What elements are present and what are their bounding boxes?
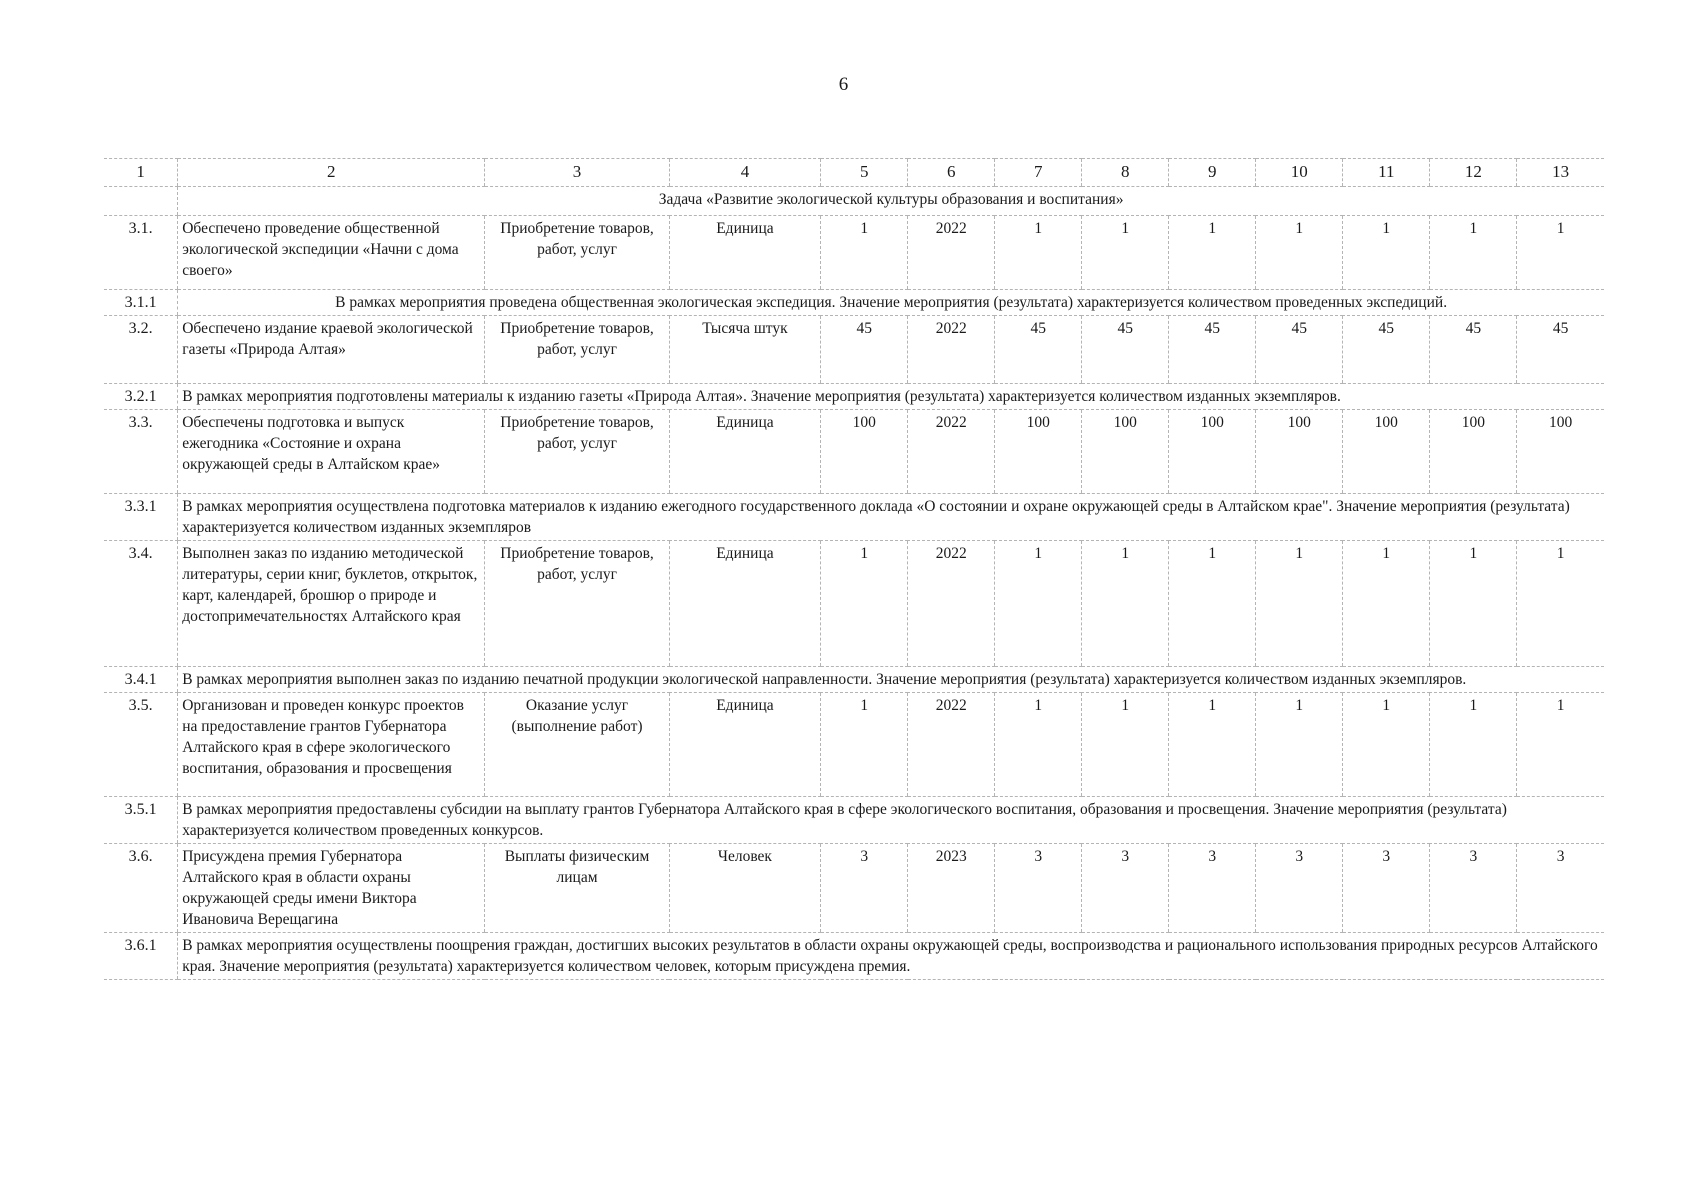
row-type: Приобретение товаров, работ, услуг bbox=[485, 316, 669, 384]
row-base-value: 100 bbox=[821, 410, 908, 494]
row-year: 2022 bbox=[908, 541, 995, 667]
row-value: 45 bbox=[1430, 316, 1517, 384]
row-value: 45 bbox=[1169, 316, 1256, 384]
row-number: 3.5. bbox=[104, 693, 178, 797]
row-value: 1 bbox=[1082, 693, 1169, 797]
row-unit: Единица bbox=[669, 541, 821, 667]
row-value: 1 bbox=[1169, 541, 1256, 667]
row-value: 1 bbox=[995, 541, 1082, 667]
row-base-value: 45 bbox=[821, 316, 908, 384]
column-header: 2 bbox=[178, 159, 485, 187]
row-base-value: 1 bbox=[821, 541, 908, 667]
row-unit: Единица bbox=[669, 216, 821, 290]
row-value: 1 bbox=[1430, 216, 1517, 290]
row-base-value: 1 bbox=[821, 693, 908, 797]
row-name: Обеспечены подготовка и выпуск ежегодника «Состояние и охрана окружающей среды в Алтайском крае» bbox=[178, 410, 485, 494]
column-header: 9 bbox=[1169, 159, 1256, 187]
row-value: 45 bbox=[1517, 316, 1604, 384]
note-text: В рамках мероприятия выполнен заказ по изданию печатной продукции экологической направленности. Значение мероприятия (результата) характеризуется количеством изданных экземпляров. bbox=[178, 667, 1604, 693]
column-header: 6 bbox=[908, 159, 995, 187]
row-type: Оказание услуг (выполнение работ) bbox=[485, 693, 669, 797]
row-base-value: 1 bbox=[821, 216, 908, 290]
row-value: 1 bbox=[1343, 541, 1430, 667]
row-value: 100 bbox=[1430, 410, 1517, 494]
row-number: 3.1. bbox=[104, 216, 178, 290]
row-number: 3.2. bbox=[104, 316, 178, 384]
row-name: Обеспечено проведение общественной экологической экспедиции «Начни с дома своего» bbox=[178, 216, 485, 290]
row-year: 2022 bbox=[908, 316, 995, 384]
row-value: 1 bbox=[1517, 541, 1604, 667]
row-year: 2022 bbox=[908, 693, 995, 797]
row-value: 3 bbox=[1517, 844, 1604, 933]
row-type: Приобретение товаров, работ, услуг bbox=[485, 541, 669, 667]
table-row bbox=[104, 541, 1604, 667]
row-name: Выполнен заказ по изданию методической литературы, серии книг, буклетов, открыток, карт, календарей, брошюр о природе и достопримечательностях Алтайского края bbox=[178, 541, 485, 667]
row-value: 1 bbox=[995, 216, 1082, 290]
row-value: 1 bbox=[1430, 693, 1517, 797]
table-row bbox=[104, 410, 1604, 494]
row-value: 3 bbox=[1343, 844, 1430, 933]
row-value: 1 bbox=[1169, 693, 1256, 797]
note-row bbox=[104, 667, 1604, 693]
column-header-row bbox=[104, 159, 1604, 187]
note-row bbox=[104, 797, 1604, 844]
note-number: 3.2.1 bbox=[104, 384, 178, 410]
row-number: 3.4. bbox=[104, 541, 178, 667]
row-unit: Единица bbox=[669, 410, 821, 494]
row-value: 1 bbox=[1430, 541, 1517, 667]
table-row bbox=[104, 693, 1604, 797]
column-header: 10 bbox=[1256, 159, 1343, 187]
note-text: В рамках мероприятия предоставлены субсидии на выплату грантов Губернатора Алтайского края в сфере экологического воспитания, образования и просвещения. Значение мероприятия (результата) характеризуется количеством проведенных конкурсов. bbox=[178, 797, 1604, 844]
column-header: 5 bbox=[821, 159, 908, 187]
row-value: 1 bbox=[1343, 216, 1430, 290]
row-unit: Единица bbox=[669, 693, 821, 797]
note-number: 3.1.1 bbox=[104, 290, 178, 316]
row-value: 1 bbox=[995, 693, 1082, 797]
row-value: 100 bbox=[1082, 410, 1169, 494]
column-header: 12 bbox=[1430, 159, 1517, 187]
row-value: 3 bbox=[1169, 844, 1256, 933]
row-value: 1 bbox=[1256, 693, 1343, 797]
row-type: Выплаты физическим лицам bbox=[485, 844, 669, 933]
row-value: 3 bbox=[1430, 844, 1517, 933]
row-value: 3 bbox=[1082, 844, 1169, 933]
note-number: 3.3.1 bbox=[104, 494, 178, 541]
row-name: Обеспечено издание краевой экологической газеты «Природа Алтая» bbox=[178, 316, 485, 384]
row-type: Приобретение товаров, работ, услуг bbox=[485, 410, 669, 494]
row-value: 1 bbox=[1169, 216, 1256, 290]
row-unit: Человек bbox=[669, 844, 821, 933]
row-base-value: 3 bbox=[821, 844, 908, 933]
note-number: 3.6.1 bbox=[104, 933, 178, 980]
row-value: 45 bbox=[1256, 316, 1343, 384]
row-year: 2022 bbox=[908, 216, 995, 290]
row-value: 1 bbox=[1517, 216, 1604, 290]
row-value: 1 bbox=[1256, 541, 1343, 667]
row-value: 45 bbox=[995, 316, 1082, 384]
column-header: 7 bbox=[995, 159, 1082, 187]
row-value: 100 bbox=[1256, 410, 1343, 494]
row-value: 1 bbox=[1343, 693, 1430, 797]
note-text: В рамках мероприятия проведена общественная экологическая экспедиция. Значение мероприятия (результата) характеризуется количеством проведенных экспедиций. bbox=[178, 290, 1604, 316]
row-value: 100 bbox=[1343, 410, 1430, 494]
row-number: 3.6. bbox=[104, 844, 178, 933]
row-value: 1 bbox=[1082, 541, 1169, 667]
column-header: 8 bbox=[1082, 159, 1169, 187]
note-number: 3.5.1 bbox=[104, 797, 178, 844]
table-row bbox=[104, 216, 1604, 290]
note-row bbox=[104, 384, 1604, 410]
note-number: 3.4.1 bbox=[104, 667, 178, 693]
row-value: 45 bbox=[1343, 316, 1430, 384]
table-row bbox=[104, 316, 1604, 384]
row-value: 100 bbox=[995, 410, 1082, 494]
note-text: В рамках мероприятия осуществлены поощрения граждан, достигших высоких результатов в области охраны окружающей среды, воспроизводства и рационального использования природных ресурсов Алтайского края. Значение мероприятия (результата) характеризуется количеством человек, которым присуждена премия. bbox=[178, 933, 1604, 980]
row-value: 3 bbox=[995, 844, 1082, 933]
note-text: В рамках мероприятия подготовлены материалы к изданию газеты «Природа Алтая». Значение мероприятия (результата) характеризуется количеством изданных экземпляров. bbox=[178, 384, 1604, 410]
row-unit: Тысяча штук bbox=[669, 316, 821, 384]
column-header: 3 bbox=[485, 159, 669, 187]
note-row bbox=[104, 290, 1604, 316]
row-year: 2022 bbox=[908, 410, 995, 494]
results-table bbox=[104, 158, 1604, 980]
column-header: 11 bbox=[1343, 159, 1430, 187]
note-text: В рамках мероприятия осуществлена подготовка материалов к изданию ежегодного государственного доклада «О состоянии и охране окружающей среды в Алтайском крае". Значение мероприятия (результата) характеризуется количеством изданных экземпляров bbox=[178, 494, 1604, 541]
page-number: 6 bbox=[838, 74, 849, 95]
column-header: 1 bbox=[104, 159, 178, 187]
row-number: 3.3. bbox=[104, 410, 178, 494]
column-header: 13 bbox=[1517, 159, 1604, 187]
column-header: 4 bbox=[669, 159, 821, 187]
row-type: Приобретение товаров, работ, услуг bbox=[485, 216, 669, 290]
row-value: 45 bbox=[1082, 316, 1169, 384]
note-row bbox=[104, 933, 1604, 980]
row-value: 3 bbox=[1256, 844, 1343, 933]
table-row bbox=[104, 844, 1604, 933]
row-value: 1 bbox=[1256, 216, 1343, 290]
task-row bbox=[104, 187, 1604, 216]
task-title: Задача «Развитие экологической культуры образования и воспитания» bbox=[178, 187, 1604, 216]
row-name: Организован и проведен конкурс проектов на предоставление грантов Губернатора Алтайского края в сфере экологического воспитания, образования и просвещения bbox=[178, 693, 485, 797]
row-value: 1 bbox=[1082, 216, 1169, 290]
row-value: 100 bbox=[1169, 410, 1256, 494]
note-row bbox=[104, 494, 1604, 541]
row-year: 2023 bbox=[908, 844, 995, 933]
row-value: 1 bbox=[1517, 693, 1604, 797]
row-name: Присуждена премия Губернатора Алтайского края в области охраны окружающей среды имени Виктора Ивановича Верещагина bbox=[178, 844, 485, 933]
row-value: 100 bbox=[1517, 410, 1604, 494]
